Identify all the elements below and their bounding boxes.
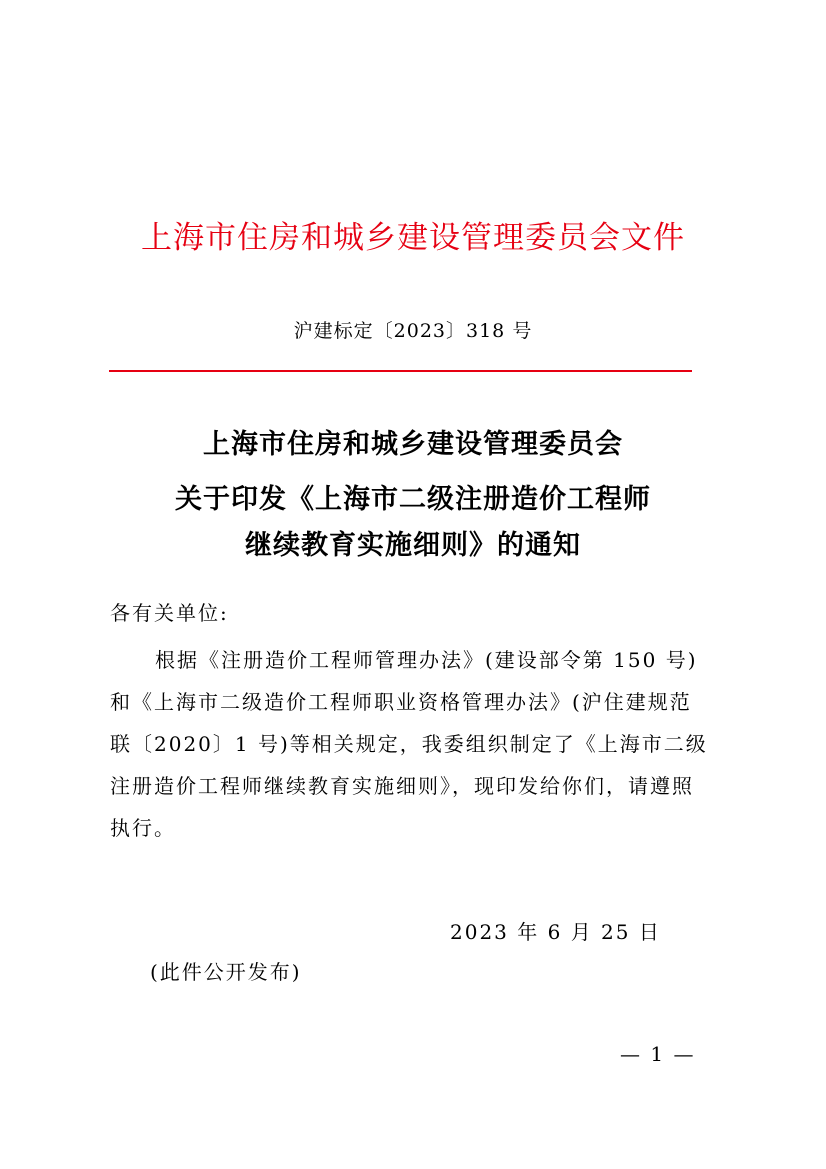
body-line-3: 联〔2020〕1 号)等相关规定，我委组织制定了《上海市二级 <box>110 732 708 756</box>
title-line-1: 上海市住房和城乡建设管理委员会 <box>203 429 623 460</box>
issuer-header: 上海市住房和城乡建设管理委员会文件 <box>141 220 685 256</box>
body-line-5: 执行。 <box>110 816 176 840</box>
public-release-note: (此件公开发布) <box>150 960 302 984</box>
title-line-3: 继续教育实施细则》的通知 <box>245 530 581 561</box>
salutation: 各有关单位: <box>110 601 229 625</box>
issue-date: 2023 年 6 月 25 日 <box>450 920 661 944</box>
body-line-1: 根据《注册造价工程师管理办法》(建设部令第 150 号) <box>155 648 698 672</box>
document-number: 沪建标定〔2023〕318 号 <box>293 320 533 342</box>
red-divider-line <box>109 370 692 372</box>
title-line-2: 关于印发《上海市二级注册造价工程师 <box>175 484 651 515</box>
body-line-4: 注册造价工程师继续教育实施细则》，现印发给你们，请遵照 <box>110 774 694 798</box>
body-line-2: 和《上海市二级造价工程师职业资格管理办法》(沪住建规范 <box>110 690 692 714</box>
page-number: — 1 — <box>620 1042 696 1066</box>
